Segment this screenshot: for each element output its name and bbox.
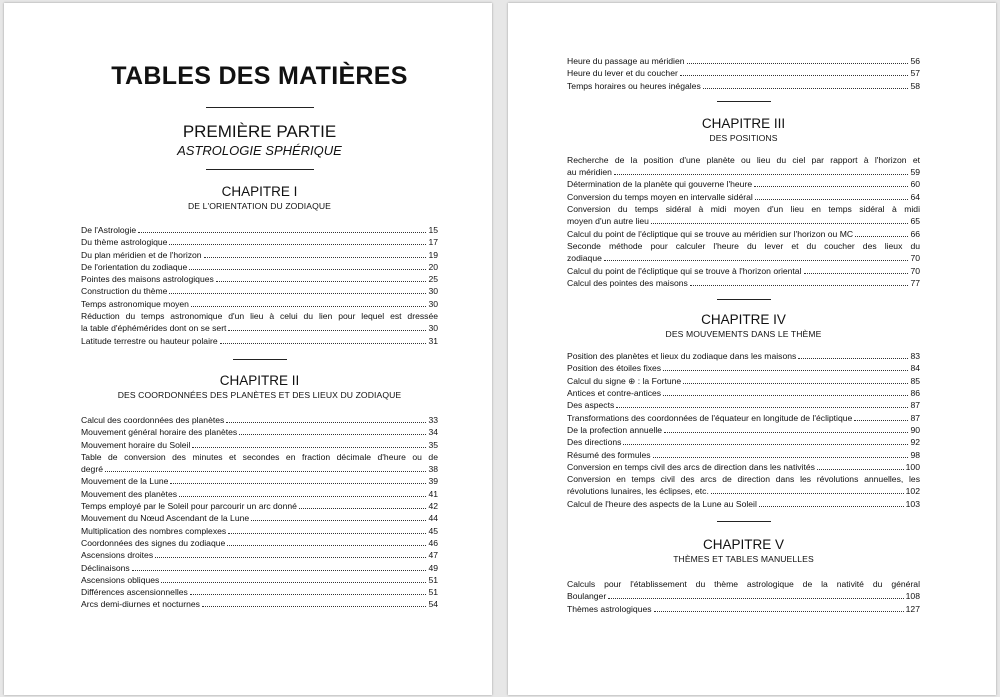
toc-entry-page: 66 (910, 228, 920, 239)
chapter-1-subtitle: DE L'ORIENTATION DU ZODIAQUE (187, 201, 332, 211)
toc-entry-page: 86 (910, 388, 920, 399)
toc-entry-page: 49 (428, 562, 438, 573)
dot-leader (204, 251, 426, 258)
toc-entry (81, 549, 438, 561)
toc-entry (81, 488, 438, 500)
toc-entry (567, 80, 920, 92)
dot-leader (216, 275, 426, 282)
toc-entry-label: Mouvement de la Lune (81, 476, 169, 487)
toc-entry-label: Mouvement du Nœud Ascendant de la Lune (81, 513, 250, 524)
dot-leader (653, 451, 908, 458)
dot-leader (654, 605, 904, 612)
toc-entry-page: 30 (428, 323, 438, 334)
chapter-2-title: CHAPITRE II (219, 372, 300, 388)
chapter-5-toc (567, 578, 920, 615)
toc-entry (567, 473, 920, 498)
toc-entry-label: Conversion du temps moyen en intervalle sidéral (567, 191, 753, 202)
toc-entry-label: Du thème astrologique (81, 237, 168, 248)
toc-entry-page: 100 (905, 461, 920, 472)
dot-leader (614, 168, 908, 175)
toc-entry-label: au méridien (567, 167, 612, 178)
dot-leader (190, 588, 426, 595)
toc-entry (81, 500, 438, 512)
dot-leader (663, 364, 908, 371)
dot-leader (804, 267, 909, 274)
toc-entry (567, 240, 920, 265)
toc-entry (567, 191, 920, 203)
toc-entry (81, 414, 438, 426)
toc-entry (81, 562, 438, 574)
dot-leader (239, 428, 426, 435)
toc-entry (81, 451, 438, 476)
toc-entry-label: Ascensions droites (81, 550, 154, 561)
chapter-1-toc (81, 224, 438, 347)
toc-entry-label: Calcul du point de l'écliptique qui se trouve au méridien sur l'horizon ou MC (567, 228, 854, 239)
toc-entry-label: Calcul du point de l'écliptique qui se trouve à l'horizon oriental (567, 265, 802, 276)
dot-leader (711, 487, 904, 494)
dot-leader (817, 463, 904, 470)
part-subtitle: ASTROLOGIE SPHÉRIQUE (177, 143, 342, 158)
toc-entry-page: 41 (428, 488, 438, 499)
chapter-2-toc (81, 414, 438, 611)
dot-leader (228, 324, 426, 331)
chapter-4-title: CHAPITRE IV (701, 312, 786, 328)
dot-leader (161, 576, 426, 583)
toc-entry-page: 83 (910, 351, 920, 362)
toc-entry (567, 461, 920, 473)
toc-entry (567, 375, 920, 387)
toc-entry-page: 39 (428, 476, 438, 487)
toc-entry-label: Des directions (567, 437, 622, 448)
toc-entry-page: 35 (428, 439, 438, 450)
toc-entry-page: 98 (910, 449, 920, 460)
toc-entry-page: 92 (910, 437, 920, 448)
dot-leader (608, 592, 903, 599)
toc-entry-page: 25 (428, 274, 438, 285)
toc-entry (567, 265, 920, 277)
toc-entry-page: 87 (910, 400, 920, 411)
toc-entry-page: 51 (428, 574, 438, 585)
chapter-divider (233, 359, 287, 360)
toc-entry-page: 60 (910, 179, 920, 190)
toc-entry-label: Conversion en temps civil des arcs de direction dans les nativités (567, 461, 815, 472)
toc-entry (567, 412, 920, 424)
toc-entry (567, 436, 920, 448)
toc-entry-label: Multiplication des nombres complexes (81, 525, 227, 536)
chapter-3-title: CHAPITRE III (701, 115, 786, 131)
dot-leader (683, 377, 908, 384)
toc-entry-label: Heure du lever et du coucher (567, 68, 678, 79)
toc-entry (81, 310, 438, 335)
toc-entry (567, 350, 920, 362)
toc-entry-label: Calcul des coordonnées des planètes (81, 414, 225, 425)
toc-entry-page: 58 (910, 80, 920, 91)
dot-leader (651, 217, 908, 224)
toc-entry (81, 537, 438, 549)
dot-leader (138, 226, 426, 233)
dot-leader (155, 551, 426, 558)
toc-entry-label: De l'Astrologie (81, 225, 137, 235)
toc-entry-label: Heure du passage au méridien (567, 56, 685, 66)
dot-leader (202, 600, 426, 607)
toc-entry-label: la table d'éphémérides dont on se sert (81, 323, 227, 334)
toc-entry (567, 203, 920, 228)
chapter-5-title: CHAPITRE V (702, 537, 784, 553)
toc-entry-page: 57 (910, 68, 920, 79)
toc-entry (81, 598, 438, 610)
toc-entry-label: Déclinaisons (81, 562, 130, 573)
toc-entry-label: Pointes des maisons astrologiques (81, 274, 214, 285)
toc-entry-label: Thèmes astrologiques (567, 603, 652, 614)
toc-entry-label: Mouvement horaire du Soleil (81, 439, 191, 450)
toc-entry-label: révolutions lunaires, les éclipses, etc. (567, 486, 709, 497)
toc-entry-page: 38 (428, 464, 438, 475)
toc-entry-label: Position des planètes et lieux du zodiaque dans les maisons (567, 351, 797, 362)
toc-entry (81, 285, 438, 297)
toc-entry-label: Latitude terrestre ou hauteur polaire (81, 335, 218, 346)
toc-entry (81, 249, 438, 261)
toc-entry-label: Mouvement des planètes (81, 488, 178, 499)
toc-entry-page: 103 (905, 498, 920, 509)
toc-entry-page: 30 (428, 286, 438, 297)
chapter-divider (717, 299, 771, 300)
toc-entry-page: 30 (428, 298, 438, 309)
dot-leader (798, 352, 908, 359)
dot-leader (170, 477, 426, 484)
toc-entry (567, 498, 920, 510)
dot-leader (226, 416, 426, 423)
toc-entry-page: 90 (910, 424, 920, 435)
dot-leader (663, 389, 908, 396)
toc-entry-label-line: Calculs pour l'établissement du thème astrologique de la nativité du général (567, 579, 920, 590)
toc-entry (567, 578, 920, 603)
part-title: PREMIÈRE PARTIE (182, 122, 337, 141)
toc-entry-page: 102 (905, 486, 920, 497)
dot-leader (105, 465, 426, 472)
dot-leader (754, 180, 908, 187)
toc-entry-label: Construction du thème (81, 286, 168, 297)
toc-entry-label-line: Recherche de la position d'une planète ou lieu du ciel par rapport à l'horizon et (567, 154, 920, 165)
toc-entry-label: Temps astronomique moyen (81, 298, 189, 309)
title-divider (206, 107, 314, 108)
chapter-3-subtitle: DES POSITIONS (709, 132, 778, 143)
chapter-2-toc-continued (567, 55, 920, 92)
toc-entry (81, 475, 438, 487)
toc-entry-page: 51 (428, 587, 438, 598)
toc-entry-page: 34 (428, 427, 438, 438)
toc-entry-label: Coordonnées des signes du zodiaque (81, 537, 226, 548)
toc-entry (567, 228, 920, 240)
dot-leader (616, 401, 908, 408)
toc-entry (81, 298, 438, 310)
toc-entry-label: zodiaque (567, 253, 602, 264)
toc-entry-label: Ascensions obliques (81, 574, 160, 585)
toc-entry (567, 362, 920, 374)
dot-leader (220, 337, 426, 344)
toc-entry (567, 277, 920, 289)
toc-entry-label: Des aspects (567, 400, 615, 411)
toc-entry (81, 512, 438, 524)
dot-leader (703, 82, 908, 89)
toc-entry-label: Calcul des pointes des maisons (567, 277, 688, 288)
part-divider (206, 169, 314, 170)
toc-entry (81, 525, 438, 537)
toc-entry-label-line: Seconde méthode pour calculer l'heure du lever et du coucher des lieux du (567, 240, 920, 251)
toc-entry (81, 236, 438, 248)
toc-entry (567, 55, 920, 67)
dot-leader (690, 279, 908, 286)
toc-entry-label: Du plan méridien et de l'horizon (81, 249, 202, 260)
toc-entry-label: Transformations des coordonnées de l'équateur en longitude de l'écliptique (567, 412, 853, 423)
chapter-3-toc (567, 154, 920, 289)
toc-entry-page: 33 (428, 414, 438, 425)
toc-entry-page: 15 (428, 225, 438, 235)
toc-entry (567, 424, 920, 436)
chapter-5-subtitle: THÈMES ET TABLES MANUELLES (673, 554, 814, 565)
chapter-2-subtitle: DES COORDONNÉES DES PLANÈTES ET DES LIEUX DU ZODIAQUE (117, 389, 402, 400)
toc-entry-page: 77 (910, 277, 920, 288)
dot-leader (854, 414, 908, 421)
dot-leader (604, 254, 908, 261)
chapter-4-toc (567, 350, 920, 510)
page-left-content (81, 3, 438, 611)
dot-leader (179, 490, 426, 497)
toc-entry-label-line: Table de conversion des minutes et secondes en fraction décimale d'heure ou de (81, 451, 438, 462)
toc-entry (81, 439, 438, 451)
dot-leader (228, 527, 426, 534)
toc-entry-label: Calcul de l'heure des aspects de la Lune au Soleil (567, 498, 757, 509)
toc-entry-page: 17 (428, 237, 438, 248)
toc-entry-label: Différences ascensionnelles (81, 587, 188, 598)
toc-entry (81, 224, 438, 236)
dot-leader (755, 193, 908, 200)
toc-entry-label-line: Conversion en temps civil des arcs de direction dans les révolutions annuelles, les (567, 474, 920, 485)
toc-entry (567, 387, 920, 399)
toc-entry (81, 586, 438, 598)
toc-entry-page: 59 (910, 167, 920, 178)
toc-entry (81, 426, 438, 438)
toc-entry-label-line: Réduction du temps astronomique d'un lieu à celui du lien pour lequel est dressée (81, 311, 438, 322)
chapter-1-title: CHAPITRE I (221, 184, 298, 199)
toc-entry (567, 67, 920, 79)
page-right-content (567, 3, 920, 615)
toc-entry (567, 399, 920, 411)
toc-entry-label: Calcul du signe ⊕ : la Fortune (567, 375, 682, 386)
chapter-4-subtitle: DES MOUVEMENTS DANS LE THÈME (665, 329, 822, 340)
toc-entry-label: degré (81, 464, 103, 475)
toc-entry (81, 261, 438, 273)
toc-entry-page: 54 (428, 599, 438, 610)
dot-leader (189, 263, 426, 270)
toc-entry-page: 47 (428, 550, 438, 561)
toc-entry-label: De l'orientation du zodiaque (81, 261, 188, 272)
dot-leader (132, 564, 426, 571)
toc-entry-label: Arcs demi-diurnes et nocturnes (81, 599, 200, 610)
toc-entry-page: 65 (910, 216, 920, 227)
toc-entry (567, 178, 920, 190)
chapter-divider (717, 101, 771, 102)
toc-entry-page: 108 (905, 591, 920, 602)
chapter-divider (717, 521, 771, 522)
toc-entry (567, 154, 920, 179)
toc-entry-page: 31 (428, 335, 438, 346)
page-right (508, 3, 996, 695)
toc-entry-page: 42 (428, 501, 438, 512)
toc-entry (567, 603, 920, 615)
toc-entry-label-line: Conversion du temps sidéral à midi moyen d'un lieu en temps sidéral à midi (567, 204, 920, 215)
toc-entry-label: Résumé des formules (567, 449, 651, 460)
toc-entry-label: De la profection annuelle (567, 424, 663, 435)
dot-leader (664, 426, 908, 433)
dot-leader (680, 69, 908, 76)
toc-entry-label: moyen d'un autre lieu (567, 216, 649, 227)
toc-entry-page: 44 (428, 513, 438, 524)
toc-entry-label: Antices et contre-antices (567, 388, 662, 399)
toc-entry-page: 20 (428, 261, 438, 272)
dot-leader (191, 300, 426, 307)
toc-entry (567, 449, 920, 461)
toc-entry (81, 273, 438, 285)
toc-entry-page: 84 (910, 363, 920, 374)
document-title: TABLES DES MATIÈRES (111, 62, 408, 90)
toc-entry-page: 46 (428, 537, 438, 548)
dot-leader (299, 502, 426, 509)
toc-entry-label: Mouvement général horaire des planètes (81, 427, 238, 438)
dot-leader (227, 539, 426, 546)
dot-leader (623, 438, 908, 445)
dot-leader (169, 238, 426, 245)
toc-entry (81, 574, 438, 586)
toc-entry-page: 19 (428, 249, 438, 260)
toc-entry-page: 70 (910, 265, 920, 276)
toc-entry-page: 127 (905, 603, 920, 614)
toc-entry-page: 87 (910, 412, 920, 423)
toc-entry-page: 85 (910, 375, 920, 386)
page-left (4, 3, 492, 695)
toc-entry-page: 64 (910, 191, 920, 202)
dot-leader (251, 514, 426, 521)
dot-leader (759, 500, 904, 507)
dot-leader (687, 57, 908, 64)
toc-entry-label: Boulanger (567, 591, 607, 602)
toc-entry-page: 70 (910, 253, 920, 264)
toc-entry-label: Temps employé par le Soleil pour parcourir un arc donné (81, 501, 297, 512)
dot-leader (192, 441, 426, 448)
dot-leader (169, 287, 426, 294)
toc-entry-page: 56 (910, 56, 920, 66)
toc-entry-label: Détermination de la planète qui gouverne l'heure (567, 179, 753, 190)
toc-entry-label: Position des étoiles fixes (567, 363, 662, 374)
toc-entry-label: Temps horaires ou heures inégales (567, 80, 701, 91)
dot-leader (855, 230, 908, 237)
toc-entry (81, 335, 438, 347)
toc-entry-page: 45 (428, 525, 438, 536)
